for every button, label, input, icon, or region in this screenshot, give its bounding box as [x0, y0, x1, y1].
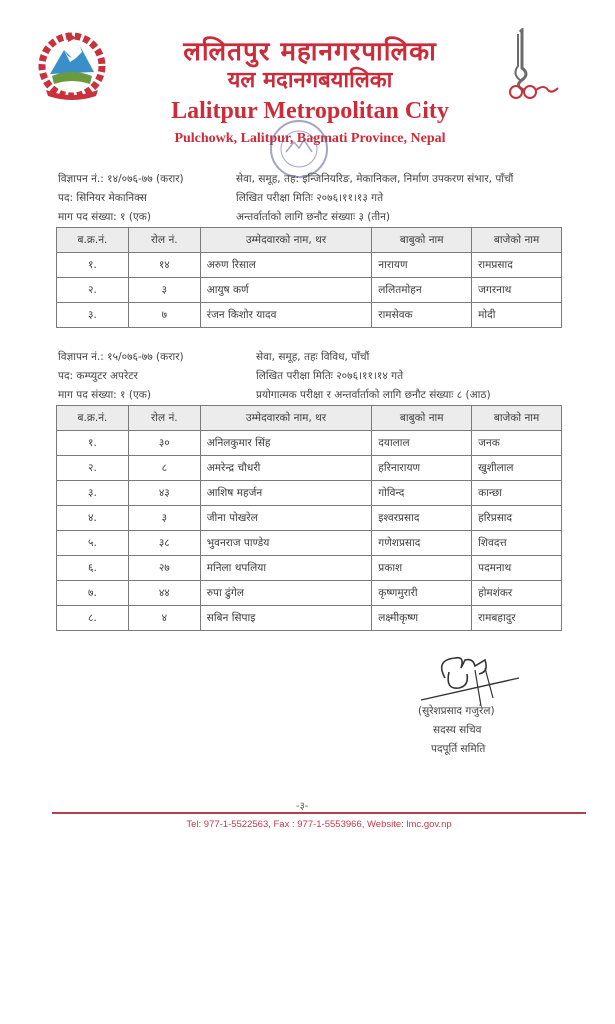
table-row: [57, 556, 562, 581]
father-cell: नारायण: [372, 253, 472, 278]
name-cell: अनिलकुमार सिंह: [200, 431, 372, 456]
name-cell: सबिन सिपाइ: [200, 606, 372, 631]
table-header-row: [57, 406, 562, 431]
candidate-table-computer-operator: [56, 405, 562, 631]
signatory-designation: सदस्य सचिव: [433, 724, 482, 736]
name-cell: आयुष कर्ण: [200, 278, 372, 303]
table-row: [57, 431, 562, 456]
name-cell: अरुण रिसाल: [200, 253, 372, 278]
name-cell: मनिला थपलिया: [200, 556, 372, 581]
table-row: [57, 253, 562, 278]
page-number: -३-: [296, 801, 309, 812]
footer-divider: [52, 812, 586, 814]
grandfather-cell: शिवदत्त: [472, 531, 562, 556]
father-cell: प्रकाश: [372, 556, 472, 581]
shortlist-count: प्रयोगात्मक परीक्षा र अन्तर्वार्ताको लागि छनौट संख्याः ८ (आठ): [256, 389, 491, 401]
grandfather-cell: रामबहादुर: [472, 606, 562, 631]
father-cell: हरिनारायण: [372, 456, 472, 481]
demand-count: माग पद संख्या: १ (एक): [58, 211, 151, 223]
shortlist-count: अन्तर्वार्ताको लागि छनौट संख्याः ३ (तीन): [236, 211, 390, 223]
table-row: [57, 303, 562, 328]
signatory-name: (सुरेशप्रसाद गजुरेल): [418, 705, 495, 717]
table-row: [57, 456, 562, 481]
name-cell: जीना पोखरेल: [200, 506, 372, 531]
roll-cell: ३८: [128, 531, 200, 556]
table-row: [57, 481, 562, 506]
father-cell: लक्ष्मीकृष्ण: [372, 606, 472, 631]
serial-cell: ३.: [57, 481, 129, 506]
demand-count: माग पद संख्या: १ (एक): [58, 389, 151, 401]
column-header-serial: ब.क्र.नं.: [57, 406, 129, 431]
name-cell: रुपा ढुंगेल: [200, 581, 372, 606]
signature-icon: [415, 650, 525, 710]
roll-cell: ४३: [128, 481, 200, 506]
grandfather-cell: जगरनाथ: [472, 278, 562, 303]
post-title: पद: सिनियर मेकानिक्स: [58, 192, 147, 204]
serial-cell: २.: [57, 278, 129, 303]
column-header-grandfather: बाजेको नाम: [472, 406, 562, 431]
grandfather-cell: पदमनाथ: [472, 556, 562, 581]
roll-cell: ३: [128, 278, 200, 303]
name-cell: अमरेन्द्र चौधरी: [200, 456, 372, 481]
service-group: सेवा, समूह, तह: इन्जिनियरिङ, मेकानिकल, निर्माण उपकरण संभार, पाँचौं: [236, 173, 514, 185]
nepal-emblem-icon: [36, 28, 108, 104]
father-cell: दयालाल: [372, 431, 472, 456]
serial-cell: ४.: [57, 506, 129, 531]
grandfather-cell: हरिप्रसाद: [472, 506, 562, 531]
name-cell: भुवनराज पाण्डेय: [200, 531, 372, 556]
roll-cell: १४: [128, 253, 200, 278]
advert-number: विज्ञापन नं.: १५/०७६-७७ (करार): [58, 351, 184, 363]
father-cell: रामसेवक: [372, 303, 472, 328]
roll-cell: ४४: [128, 581, 200, 606]
signatory-committee: पदपूर्ति समिति: [431, 743, 486, 755]
father-cell: कृष्णमुरारी: [372, 581, 472, 606]
roll-cell: ३०: [128, 431, 200, 456]
advert-number: विज्ञापन नं.: १४/०७६-७७ (करार): [58, 173, 184, 185]
roll-cell: ८: [128, 456, 200, 481]
serial-cell: ५.: [57, 531, 129, 556]
candidate-table-senior-mechanics: [56, 227, 562, 328]
title-nepali: ललितपुर महानगरपालिका: [183, 37, 437, 67]
exam-date: लिखित परीक्षा मितिः २०७६।११।१३ गते: [236, 192, 384, 204]
column-header-serial: ब.क्र.नं.: [57, 228, 129, 253]
column-header-father: बाबुको नाम: [372, 406, 472, 431]
column-header-roll: रोल नं.: [128, 228, 200, 253]
father-cell: गणेशप्रसाद: [372, 531, 472, 556]
grandfather-cell: कान्छा: [472, 481, 562, 506]
table-row: [57, 278, 562, 303]
grandfather-cell: रामप्रसाद: [472, 253, 562, 278]
exam-date: लिखित परीक्षा मितिः २०७६।११।१४ गते: [256, 370, 404, 382]
address: Pulchowk, Lalitpur, Bagmati Province, Nepal: [174, 131, 446, 146]
serial-cell: ८.: [57, 606, 129, 631]
roll-cell: ४: [128, 606, 200, 631]
table-row: [57, 531, 562, 556]
column-header-name: उम्मेदवारको नाम, थर: [200, 406, 372, 431]
serial-cell: ३.: [57, 303, 129, 328]
serial-cell: ७.: [57, 581, 129, 606]
title-newari: यल मदानगबयालिका: [227, 67, 393, 93]
column-header-roll: रोल नं.: [128, 406, 200, 431]
father-cell: इश्वरप्रसाद: [372, 506, 472, 531]
footer-contact: Tel: 977-1-5522563, Fax : 977-1-5553966, Website: lmc.gov.np: [186, 819, 452, 830]
serial-cell: ६.: [57, 556, 129, 581]
name-cell: रंजन किशोर यादव: [200, 303, 372, 328]
column-header-name: उम्मेदवारको नाम, थर: [200, 228, 372, 253]
roll-cell: ७: [128, 303, 200, 328]
grandfather-cell: होमशंकर: [472, 581, 562, 606]
table-row: [57, 506, 562, 531]
grandfather-cell: जनक: [472, 431, 562, 456]
father-cell: गोविन्द: [372, 481, 472, 506]
name-cell: आशिष महर्जन: [200, 481, 372, 506]
title-english: Lalitpur Metropolitan City: [171, 98, 449, 124]
post-title: पद: कम्प्युटर अपरेटर: [58, 370, 138, 382]
table-row: [57, 581, 562, 606]
column-header-father: बाबुको नाम: [372, 228, 472, 253]
column-header-grandfather: बाजेको नाम: [472, 228, 562, 253]
serial-cell: १.: [57, 253, 129, 278]
roll-cell: २७: [128, 556, 200, 581]
service-group: सेवा, समूह, तहः विविध, पाँचौं: [256, 351, 370, 363]
roll-cell: ३: [128, 506, 200, 531]
lalitpur-symbol-icon: [500, 28, 560, 106]
table-row: [57, 606, 562, 631]
father-cell: ललितमोहन: [372, 278, 472, 303]
table-header-row: [57, 228, 562, 253]
grandfather-cell: मोदी: [472, 303, 562, 328]
serial-cell: २.: [57, 456, 129, 481]
grandfather-cell: खुशीलाल: [472, 456, 562, 481]
serial-cell: १.: [57, 431, 129, 456]
